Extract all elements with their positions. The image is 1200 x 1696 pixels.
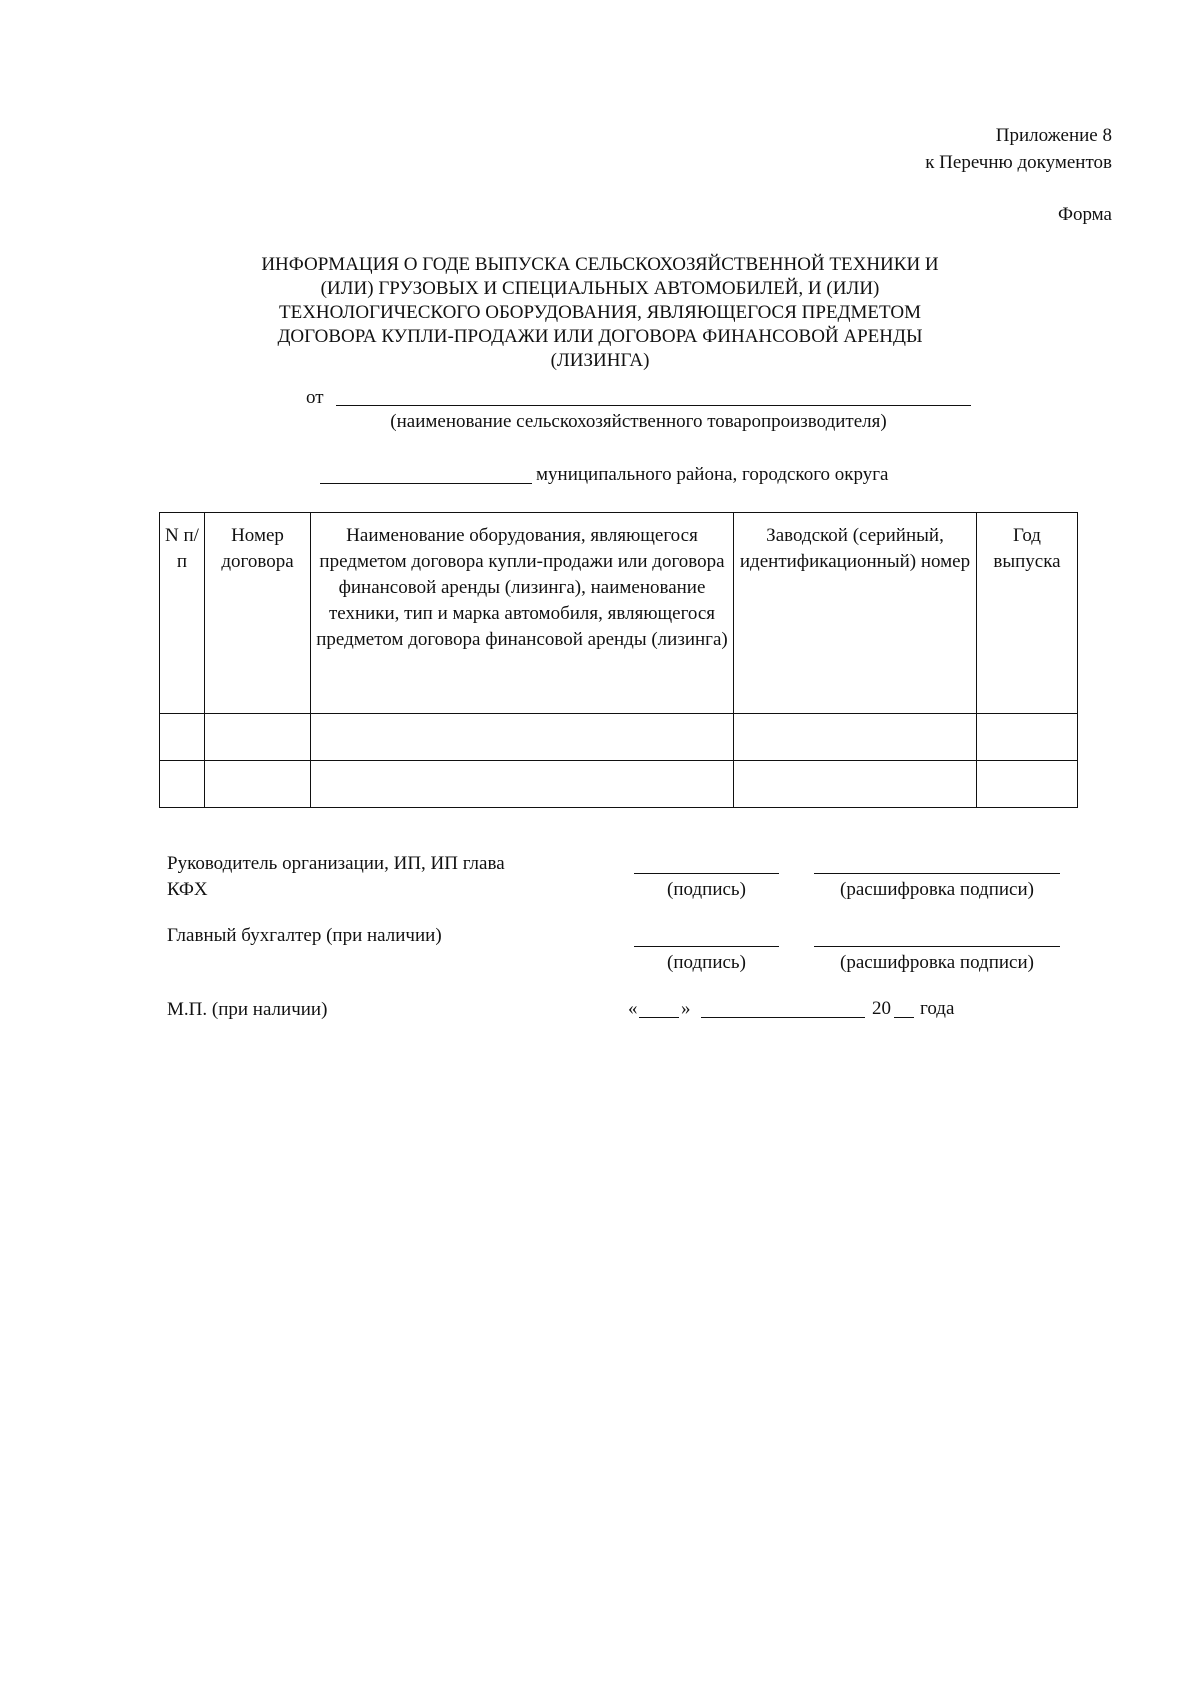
date-open-quote: «: [628, 998, 638, 1019]
table-cell[interactable]: [734, 714, 977, 761]
column-header-serial-number: Заводской (серийный, идентификационный) номер: [734, 513, 977, 714]
annex-number: Приложение 8: [995, 125, 1112, 146]
date-month-field[interactable]: [701, 1017, 865, 1018]
column-header-equipment-name: Наименование оборудования, являющегося предметом договора купли-продажи или договора финансовой аренды (лизинга), наименование техники, тип и марка автомобиля, являющегося предметом договора финансовой аренды (лизинга): [311, 513, 734, 714]
stamp-label: М.П. (при наличии): [167, 999, 328, 1020]
annex-reference: [925, 122, 1112, 176]
head-label-line-2: КФХ: [167, 879, 208, 900]
title-line-4: ДОГОВОРА КУПЛИ-ПРОДАЖИ ИЛИ ДОГОВОРА ФИНАНСОВОЙ АРЕНДЫ: [277, 326, 923, 347]
form-label: Форма: [1057, 204, 1112, 225]
column-header-contract-number: Номер договора: [205, 513, 311, 714]
head-signature-caption: (подпись): [667, 879, 746, 900]
title-line-2: (ИЛИ) ГРУЗОВЫХ И СПЕЦИАЛЬНЫХ АВТОМОБИЛЕЙ, И (ИЛИ): [320, 278, 880, 299]
table-cell[interactable]: [205, 714, 311, 761]
accountant-signature-field[interactable]: [634, 946, 779, 947]
accountant-signature-decode-field[interactable]: [814, 946, 1060, 947]
accountant-label: Главный бухгалтер (при наличии): [167, 925, 442, 946]
head-signature-field[interactable]: [634, 873, 779, 874]
equipment-table: [159, 512, 1078, 808]
table-cell[interactable]: [977, 761, 1078, 808]
title-line-1: ИНФОРМАЦИЯ О ГОДЕ ВЫПУСКА СЕЛЬСКОХОЗЯЙСТВЕННОЙ ТЕХНИКИ И: [261, 254, 939, 275]
table-header-row: [160, 513, 1078, 714]
table-cell[interactable]: [311, 714, 734, 761]
date-line: [628, 997, 968, 1023]
document-title: [180, 253, 1020, 373]
table-cell[interactable]: [977, 714, 1078, 761]
annex-parent-document: к Перечню документов: [925, 152, 1112, 173]
accountant-decode-caption: (расшифровка подписи): [840, 952, 1034, 973]
table-cell[interactable]: [311, 761, 734, 808]
district-row: [320, 463, 970, 487]
from-label: от: [306, 387, 324, 408]
table-cell[interactable]: [160, 761, 205, 808]
table-row: [160, 714, 1078, 761]
head-decode-caption: (расшифровка подписи): [840, 879, 1034, 900]
district-label: муниципального района, городского округа: [536, 464, 889, 485]
table-row: [160, 761, 1078, 808]
producer-name-caption: (наименование сельскохозяйственного товаропроизводителя): [390, 411, 887, 432]
date-day-field[interactable]: [639, 1017, 679, 1018]
date-year-field[interactable]: [894, 1017, 914, 1018]
table-cell[interactable]: [205, 761, 311, 808]
date-close-quote: »: [681, 998, 691, 1019]
date-suffix: года: [920, 998, 955, 1019]
title-line-5: (ЛИЗИНГА): [550, 350, 650, 371]
producer-name-row: [306, 386, 971, 408]
date-year-prefix: 20: [872, 998, 891, 1019]
producer-name-field[interactable]: [336, 405, 971, 406]
table-cell[interactable]: [160, 714, 205, 761]
column-header-year: Год выпуска: [977, 513, 1078, 714]
district-field[interactable]: [320, 483, 532, 484]
head-signature-decode-field[interactable]: [814, 873, 1060, 874]
table-cell[interactable]: [734, 761, 977, 808]
title-line-3: ТЕХНОЛОГИЧЕСКОГО ОБОРУДОВАНИЯ, ЯВЛЯЮЩЕГОСЯ ПРЕДМЕТОМ: [279, 302, 921, 323]
column-header-number: N п/п: [160, 513, 205, 714]
accountant-signature-caption: (подпись): [667, 952, 746, 973]
head-signatory-label: [167, 851, 505, 903]
head-label-line-1: Руководитель организации, ИП, ИП глава: [167, 853, 505, 874]
